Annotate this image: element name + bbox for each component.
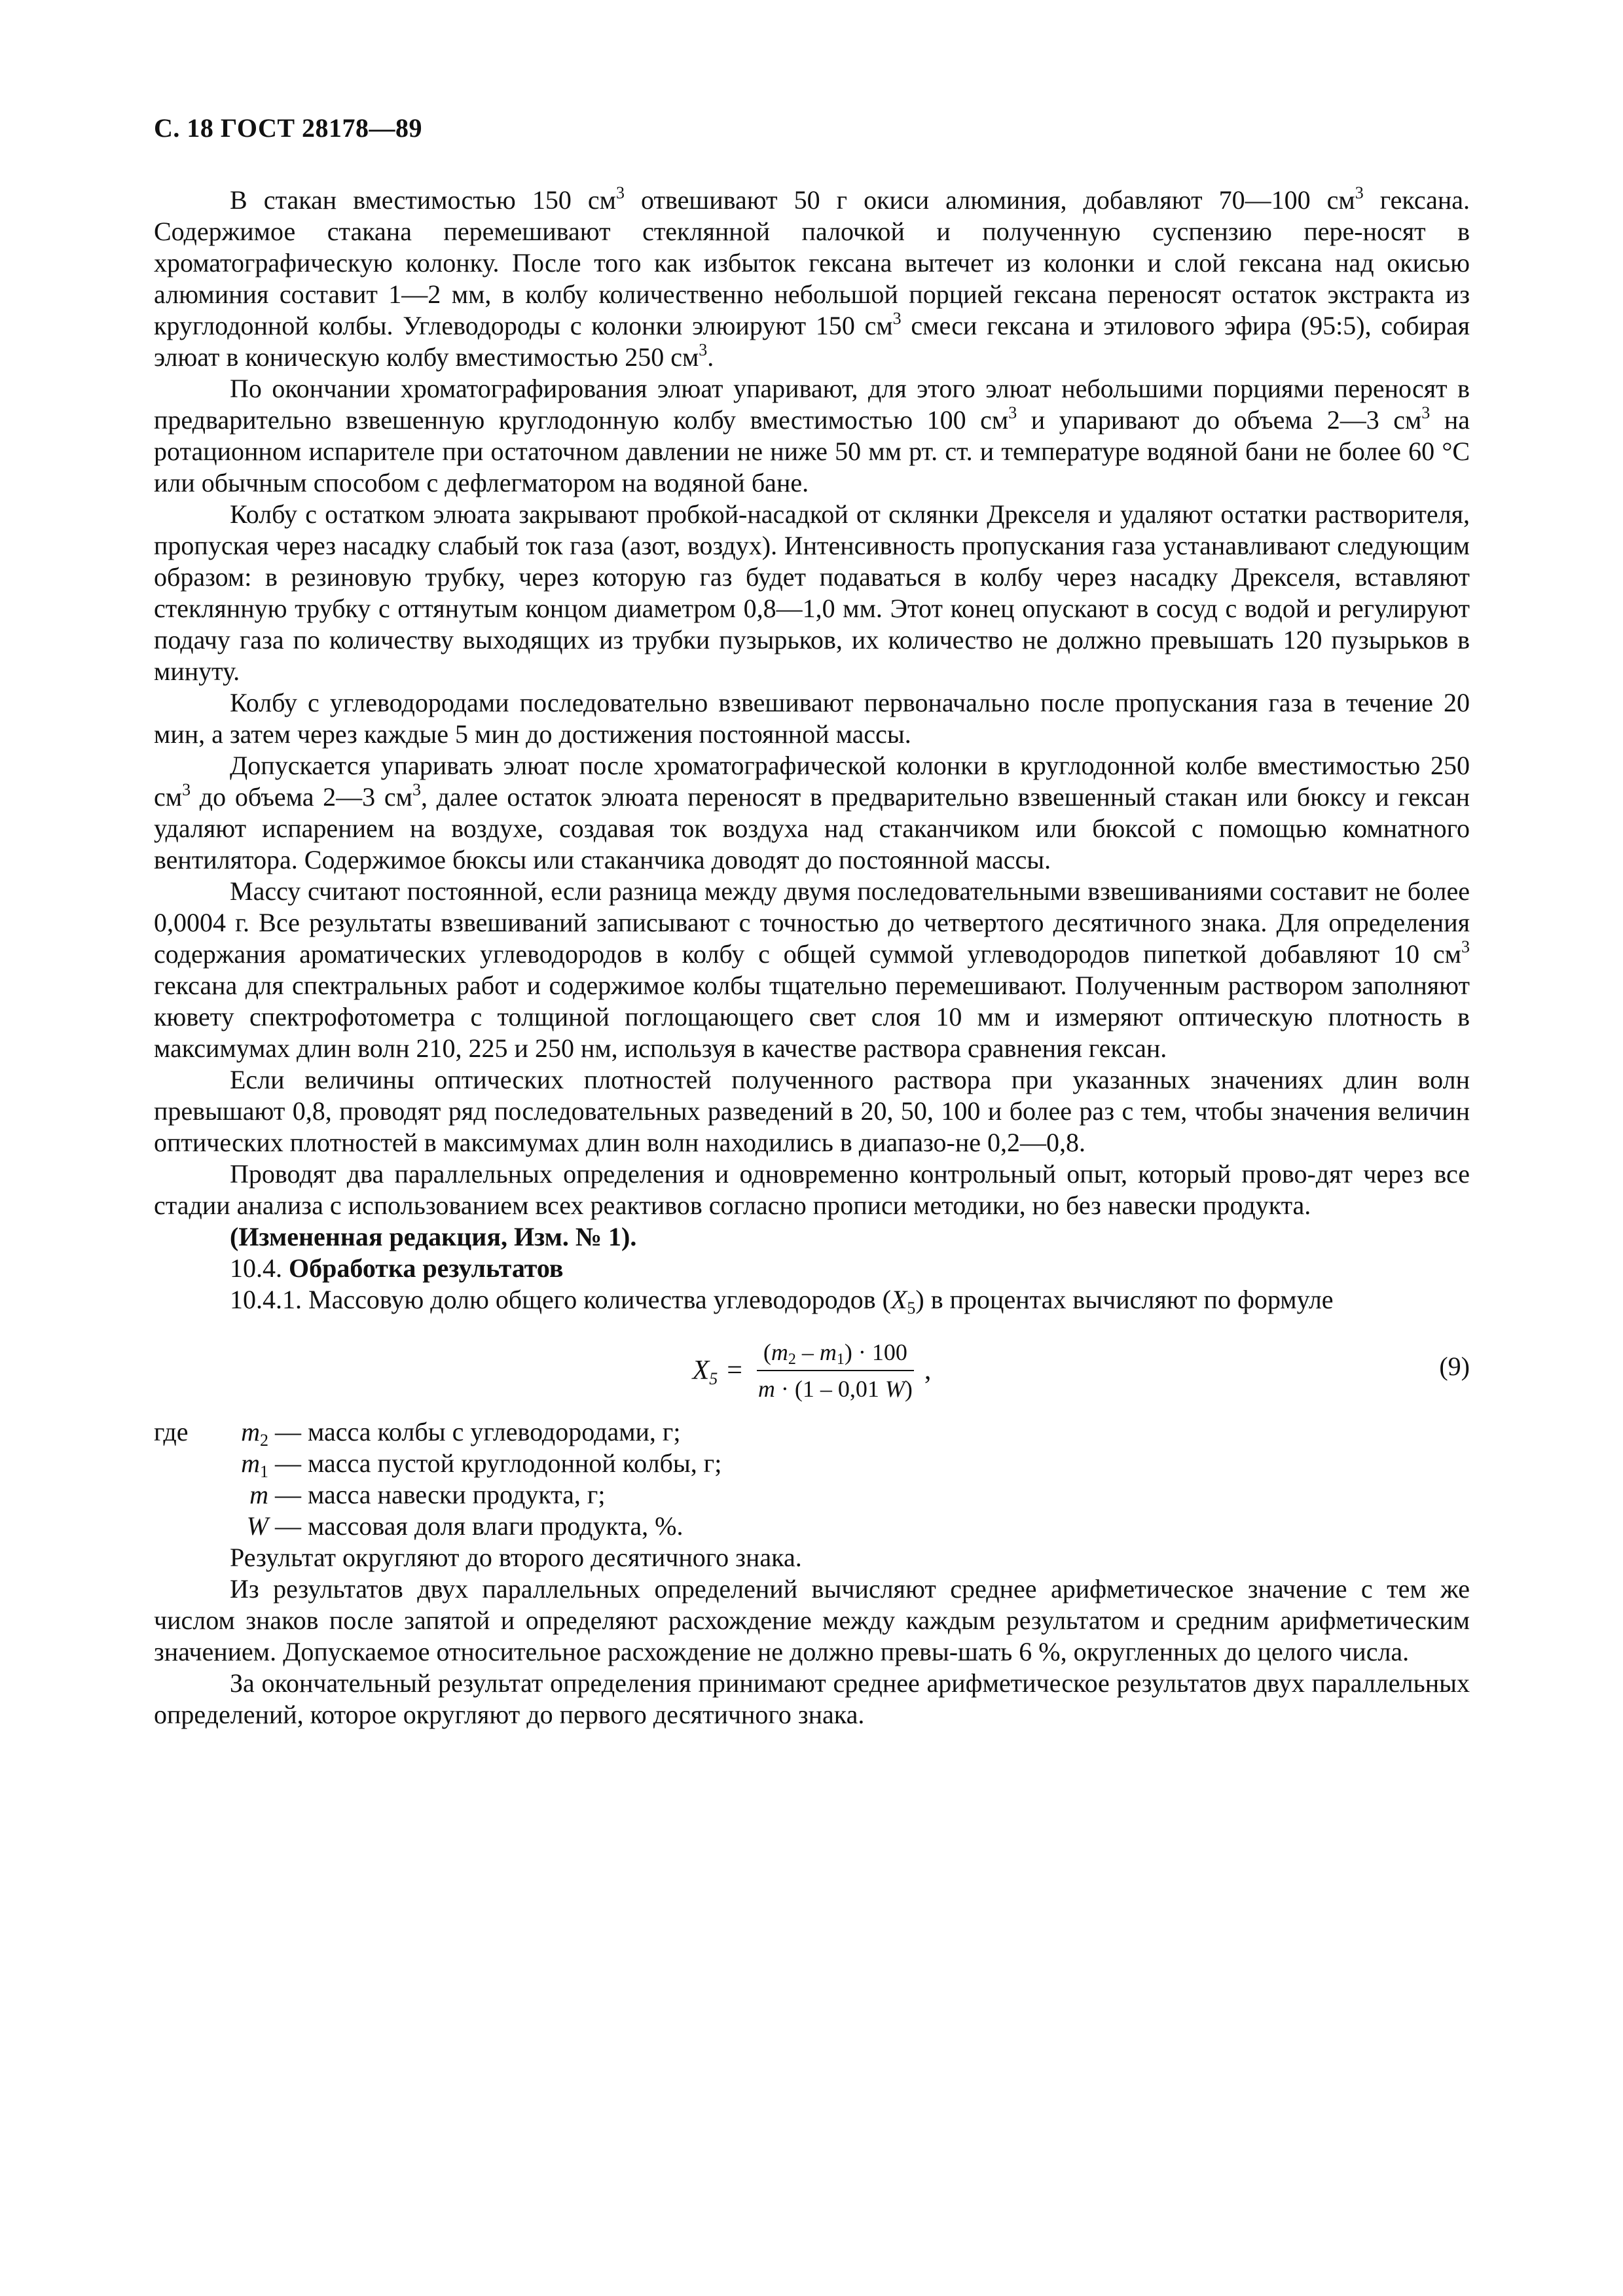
where-definition: — масса колбы с углеводородами, г; [275,1417,681,1446]
where-symbol: W [246,1511,268,1541]
formula-lhs [693,1355,718,1386]
where-definition: — массовая доля влаги продукта, %. [275,1511,684,1541]
body-paragraph: По окончании хроматографирования элюат упаривают, для этого элюат небольшими порциями переносят в предварительно взвешенную круглодонную колбу вместимостью 100 $см^3$ и упаривают до объема 2—3 $см^3$ на ротационном испарителе при остаточном давлении не ниже 50 мм рт. ст. и температуре водяной бани не более 60 °С или обычным способом с дефлегматором на водяной бане. [154,374,1470,497]
section-heading [154,1253,1470,1284]
where-definition: — масса пустой круглодонной колбы, г; [275,1448,722,1478]
body-paragraph: Массу считают постоянной, если разница между двумя последовательными взвешиваниями составит не более 0,0004 г. Все результаты взвешиваний записывают с точностью до четвертого десятичного знака. Для определения содержания ароматических углеводородов в колбу с общей суммой углеводородов пипеткой добавляют 10 $см^3$ гексана для спектральных работ и содержимое колбы тщательно перемешивают. Полученным раствором заполняют кювету спектрофотометра с толщиной поглощающего свет слоя 10 мм и измеряют оптическую плотность в максимумах длин волн 210, 225 и 250 нм, используя в качестве раствора сравнения гексан. [154,876,1470,1063]
body-paragraph: Если величины оптических плотностей полученного раствора при указанных значениях длин волн превышают 0,8, проводят ряд последовательных разведений в 20, 50, 100 и более раз с тем, чтобы значения величин оптических плотностей в максимумах длин волн находились в диапазо-не 0,2—0,8. [154,1065,1470,1157]
where-lead: где [154,1417,189,1446]
closing-paragraph: Из результатов двух параллельных определений вычисляют среднее арифметическое значение с тем же числом знаков после запятой и определяют расхождение между каждым результатом и средним арифметическим значением. Допускаемое относительное расхождение не должно превы-шать 6 %, округленных до целого числа. [154,1574,1470,1666]
where-row [154,1479,1470,1511]
body-paragraph: Колбу с остатком элюата закрывают пробкой-насадкой от склянки Дрекселя и удаляют остатки растворителя, пропуская через насадку слабый ток газа (азот, воздух). Интенсивность пропускания газа устанавливают следующим образом: в резиновую трубку, через которую газ будет подаваться в колбу через насадку Дрекселя, вставляют стеклянную трубку с оттянутым концом диаметром 0,8—1,0 мм. Этот конец опускают в сосуд с водой и регулируют подачу газа по количеству выходящих из трубки пузырьков, их количество не должно превышать 120 пузырьков в минуту. [154,499,1470,686]
body-paragraph: Колбу с углеводородами последовательно взвешивают первоначально после пропускания газа в течение 20 мин, а затем через каждые 5 мин до достижения постоянной массы. [154,688,1470,749]
where-symbol: $m_2$ [241,1417,268,1450]
formula-fraction [752,1337,919,1404]
formula-trailing-comma: , [924,1355,932,1386]
section-number: 10.4. [230,1253,282,1283]
where-symbol: $m_1$ [241,1448,268,1481]
formula-numerator: $(m_2 - m_1) \cdot 100$ [757,1337,914,1371]
where-symbol: m [249,1480,268,1509]
body-paragraph: Допускается упаривать элюат после хроматографической колонки в круглодонной колбе вместимостью 250 $см^3$ до объема 2—3 $см^3$, далее остаток элюата переносят в предварительно взвешенный стакан или бюксу и гексан удаляют испарением на воздухе, создавая ток воздуха над стаканчиком или бюксой с помощью комнатного вентилятора. Содержимое бюксы или стаканчика доводят до постоянной массы. [154,751,1470,874]
body-paragraph: В стакан вместимостью 150 $см^3$ отвешивают 50 г окиси алюминия, добавляют 70—100 $см^3$ гексана. Содержимое стакана перемешивают стеклянной палочкой и полученную суспензию пере-носят в хроматографическую колонку. После того как избыток гексана вытечет из колонки и слой гексана над окисью алюминия составит 1—2 мм, в колбу количественно небольшой порцией гексана переносят остаток экстракта из круглодонной колбы. Углеводороды с колонки элюируют 150 $см^3$ смеси гексана и этилового эфира (95:5), собирая элюат в коническую колбу вместимостью 250 $см^3$. [154,183,1470,372]
where-definition: — масса навески продукта, г; [275,1480,606,1509]
formula-lhs-symbol: X [692,1355,710,1386]
formula-block [154,1329,1470,1412]
subsection-paragraph: 10.4.1. Массовую долю общего количества углеводородов $(X_5)$ в процентах вычисляют по формуле [230,1285,1334,1318]
where-row [154,1416,1470,1448]
closing-paragraph: Результат округляют до второго десятичного знака. [230,1543,802,1572]
formula-denominator: m · (1 – 0,01 W) [757,1376,913,1402]
formula-equals: = [727,1355,742,1386]
where-row [154,1448,1470,1479]
document-body [154,185,1470,1731]
section-title: Обработка результатов [289,1253,564,1283]
closing-paragraph: За окончательный результат определения принимают среднее арифметическое результатов двух параллельных определений, которое округляют до первого десятичного знака. [154,1668,1470,1729]
where-list [154,1416,1470,1542]
running-header: С. 18 ГОСТ 28178—89 [154,113,423,143]
amendment-note: (Измененная редакция, Изм. № 1). [230,1222,637,1251]
body-paragraph: Проводят два параллельных определения и одновременно контрольный опыт, который прово-дят через все стадии анализа с использованием всех реактивов согласно прописи методики, но без навески продукта. [154,1159,1470,1220]
formula-lhs-index: 5 [709,1369,718,1388]
where-row [154,1511,1470,1542]
equation-number: (9) [1439,1352,1470,1381]
